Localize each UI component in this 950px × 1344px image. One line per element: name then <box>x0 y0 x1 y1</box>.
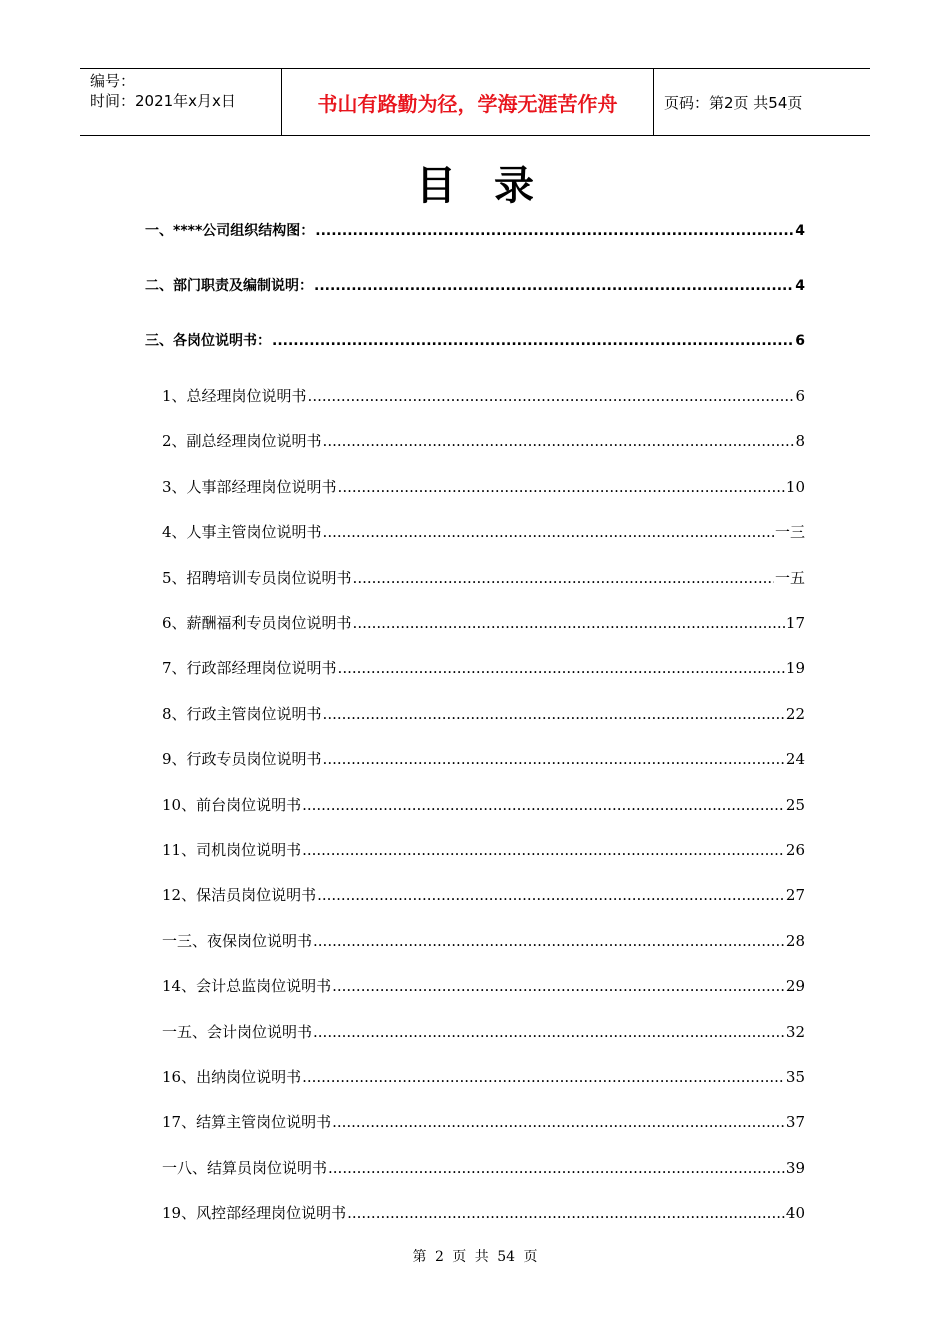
toc-entry-page: 22 <box>785 704 805 723</box>
toc-leader-dots <box>302 1066 785 1088</box>
toc-entry[interactable] <box>162 1202 805 1224</box>
toc-leader-dots <box>313 930 785 952</box>
header-meta <box>80 69 282 135</box>
toc-leader-dots <box>272 330 794 352</box>
toc-leader-dots <box>314 275 794 297</box>
toc-entry-page: 24 <box>785 750 805 769</box>
toc-entry-page: 4 <box>795 223 805 239</box>
header-page-info: 页码：第2页 共54页 <box>664 93 803 112</box>
page-header <box>80 68 870 136</box>
toc-entry[interactable] <box>162 839 805 861</box>
toc-leader-dots <box>313 1021 785 1043</box>
toc-entry-label: 9、行政专员岗位说明书 <box>162 750 322 769</box>
toc-entry-label: 16、出纳岗位说明书 <box>162 1068 302 1086</box>
toc-entry-label: 11、司机岗位说明书 <box>162 841 302 859</box>
toc-entry-page: 一三 <box>774 523 805 542</box>
toc-entry[interactable] <box>162 1021 805 1043</box>
toc-entry-label: 4、人事主管岗位说明书 <box>162 523 322 542</box>
toc-leader-dots <box>328 1157 785 1179</box>
toc-entry[interactable] <box>162 930 805 952</box>
toc-leader-dots <box>308 385 795 407</box>
toc-entry[interactable] <box>162 567 805 589</box>
toc-entry[interactable] <box>162 385 805 407</box>
toc-leader-dots <box>332 975 785 997</box>
toc-entry-label: 一八、结算员岗位说明书 <box>162 1158 328 1177</box>
page-title: 目录 <box>416 163 572 209</box>
toc-entry-label: 6、薪酬福利专员岗位说明书 <box>162 614 352 632</box>
toc-leader-dots <box>353 612 785 634</box>
toc-entry[interactable] <box>162 612 805 634</box>
toc-entry[interactable] <box>162 1066 805 1088</box>
toc-entry-page: 一五 <box>774 568 805 587</box>
toc-entry-page: 8 <box>795 432 805 451</box>
toc-leader-dots <box>353 567 774 589</box>
document-number-label: 编号： <box>90 72 136 90</box>
toc-entry[interactable] <box>162 884 805 906</box>
toc-entry-page: 37 <box>785 1113 805 1132</box>
page-footer: 第 2 页 共 54 页 <box>412 1249 538 1265</box>
toc-entry[interactable] <box>162 1157 805 1179</box>
toc-entry-page: 25 <box>785 795 805 814</box>
toc-entry-label: 2、副总经理岗位说明书 <box>162 432 322 451</box>
toc-entry-page: 27 <box>785 886 805 905</box>
toc-entry-label: 19、风控部经理岗位说明书 <box>162 1204 347 1223</box>
toc-entry-label: 10、前台岗位说明书 <box>162 795 302 814</box>
toc-entry[interactable] <box>162 703 805 725</box>
toc-entry-label: 12、保洁员岗位说明书 <box>162 886 317 905</box>
toc-leader-dots <box>323 430 795 452</box>
toc-entry-page: 17 <box>785 614 805 632</box>
toc-leader-dots <box>302 839 785 861</box>
toc-entry[interactable] <box>162 476 805 498</box>
toc-entry-page: 6 <box>795 333 805 349</box>
toc-entry-label: 一三、夜保岗位说明书 <box>162 931 313 950</box>
toc-entry-page: 40 <box>785 1204 805 1223</box>
toc-entry-label: 17、结算主管岗位说明书 <box>162 1113 332 1132</box>
toc-entry-page: 6 <box>795 387 805 405</box>
toc-leader-dots <box>317 884 785 906</box>
toc-entry[interactable] <box>145 275 805 297</box>
toc-entry-label: 1、总经理岗位说明书 <box>162 387 307 405</box>
toc-entry[interactable] <box>162 430 805 452</box>
toc-entry-label: 一、****公司组织结构图： <box>145 223 315 239</box>
toc-entry[interactable] <box>162 975 805 997</box>
toc-entry-page: 10 <box>785 477 805 496</box>
toc-entry-page: 39 <box>785 1158 805 1177</box>
toc-entry[interactable] <box>162 1111 805 1133</box>
toc-entry-label: 一五、会计岗位说明书 <box>162 1022 313 1041</box>
toc-entry-page: 4 <box>795 278 805 294</box>
toc-entry-page: 32 <box>785 1022 805 1041</box>
toc-entry-page: 28 <box>785 931 805 950</box>
toc-entry-label: 8、行政主管岗位说明书 <box>162 704 322 723</box>
toc-entry[interactable] <box>162 794 805 816</box>
toc-leader-dots <box>323 521 774 543</box>
toc-entry-label: 三、各岗位说明书： <box>145 333 271 349</box>
toc-entry-label: 14、会计总监岗位说明书 <box>162 977 332 996</box>
toc-entry-label: 3、人事部经理岗位说明书 <box>162 477 337 496</box>
toc-entry[interactable] <box>145 330 805 352</box>
toc-entry-page: 35 <box>785 1068 805 1086</box>
toc-leader-dots <box>323 748 785 770</box>
toc-entry-page: 29 <box>785 977 805 996</box>
toc-entry-label: 7、行政部经理岗位说明书 <box>162 659 337 678</box>
toc-entry[interactable] <box>162 748 805 770</box>
toc-entry[interactable] <box>162 657 805 679</box>
toc-leader-dots <box>347 1202 785 1224</box>
toc-leader-dots <box>338 476 785 498</box>
toc-entry-page: 19 <box>785 659 805 678</box>
document-time-label: 时间：2021年x月x日 <box>90 92 236 110</box>
toc-entry-page: 26 <box>785 841 805 859</box>
toc-leader-dots <box>332 1111 785 1133</box>
toc-entry-label: 二、部门职责及编制说明： <box>145 278 313 294</box>
toc-leader-dots <box>338 657 785 679</box>
toc-leader-dots <box>302 794 785 816</box>
toc-leader-dots <box>315 220 794 242</box>
toc-entry-label: 5、招聘培训专员岗位说明书 <box>162 568 352 587</box>
toc-entry[interactable] <box>162 521 805 543</box>
toc-leader-dots <box>323 703 785 725</box>
header-motto: 书山有路勤为径，学海无涯苦作舟 <box>282 69 654 135</box>
toc-entry[interactable] <box>145 220 805 242</box>
